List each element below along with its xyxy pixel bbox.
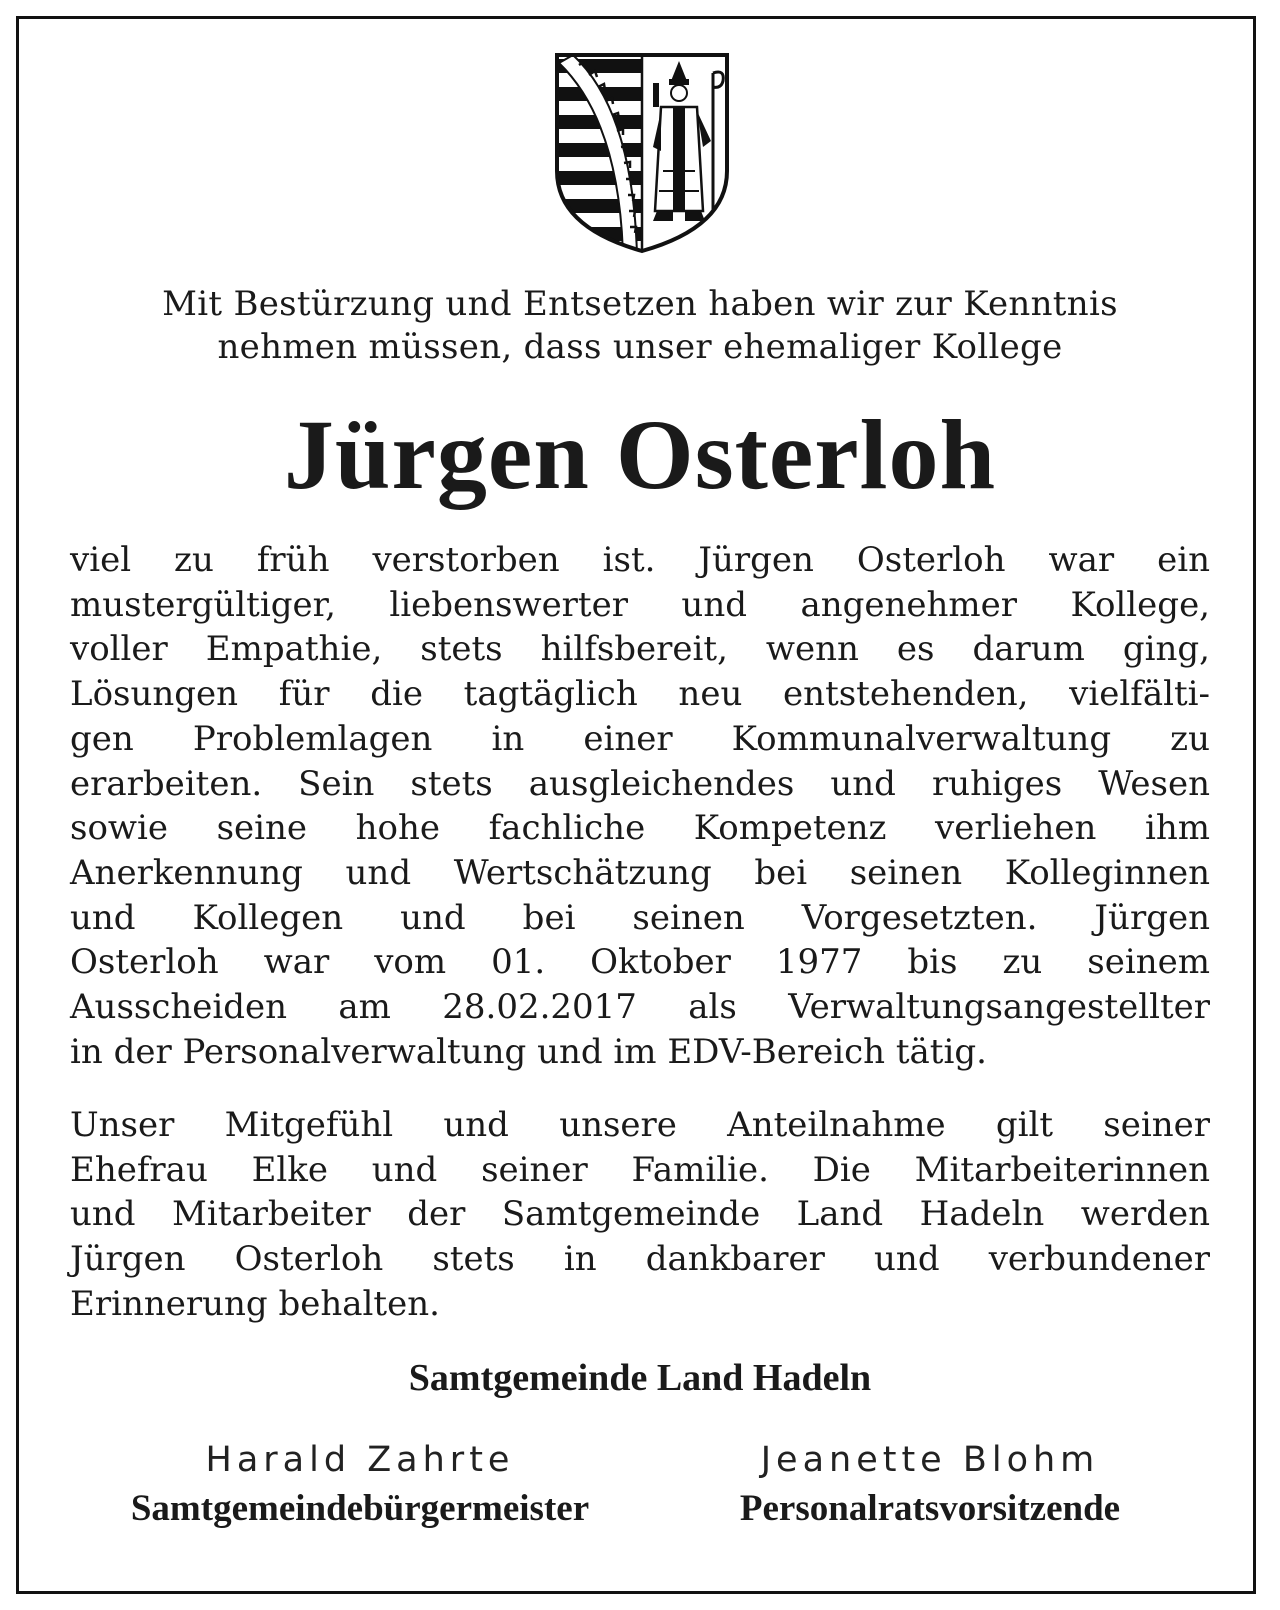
- intro-text: [70, 283, 1210, 369]
- intro-line: nehmen müssen, dass unser ehemaliger Kollege: [217, 327, 1063, 367]
- signer-role: Personalratsvorsitzende: [739, 1488, 1121, 1529]
- tribute-paragraph: [70, 538, 1210, 1074]
- text-line: mustergültiger, liebenswerter und angenehmer Kollege,: [70, 584, 1210, 625]
- organization-name: Samtgemeinde Land Hadeln: [408, 1357, 872, 1399]
- text-line: Ehefrau Elke und seiner Familie. Die Mitarbeiterinnen: [70, 1149, 1210, 1190]
- signer-block: [70, 1437, 650, 1535]
- signer-name: Harald Zahrte: [205, 1440, 515, 1480]
- text-line: in der Personalverwaltung und im EDV-Bereich tätig.: [70, 1031, 987, 1072]
- text-line: Unser Mitgefühl und unsere Anteilnahme gilt seiner: [70, 1105, 1210, 1145]
- signer-name: Jeanette Blohm: [760, 1440, 1100, 1480]
- text-line: und Mitarbeiter der Samtgemeinde Land Hadeln werden: [70, 1194, 1210, 1235]
- text-line: Ausscheiden am 28.02.2017 als Verwaltungsangestellter: [70, 987, 1210, 1028]
- text-line: und Kollegen und bei seinen Vorgesetzten. Jürgen: [70, 897, 1210, 938]
- text-line: erarbeiten. Sein stets ausgleichendes und ruhiges Wesen: [70, 763, 1210, 804]
- intro-line: Mit Bestürzung und Entsetzen haben wir zur Kenntnis: [162, 284, 1118, 324]
- deceased-name: Jürgen Osterloh: [283, 399, 997, 510]
- text-line: Erinnerung behalten.: [70, 1283, 440, 1324]
- text-line: sowie seine hohe fachliche Kompetenz verliehen ihm: [70, 808, 1210, 849]
- signer-block: [680, 1437, 1180, 1535]
- text-line: Anerkennung und Wertschätzung bei seinen Kolleginnen: [70, 852, 1210, 893]
- text-line: gen Problemlagen in einer Kommunalverwaltung zu: [70, 718, 1210, 759]
- text-line: Lösungen für die tagtäglich neu entstehenden, vielfälti-: [70, 674, 1210, 715]
- text-line: voller Empathie, stets hilfsbereit, wenn es darum ging,: [70, 629, 1210, 670]
- text-line: viel zu früh verstorben ist. Jürgen Osterloh war ein: [70, 540, 1210, 580]
- coat-of-arms-icon: [553, 51, 731, 255]
- signer-role: Samtgemeindebürgermeister: [130, 1488, 590, 1529]
- text-line: Jürgen Osterloh stets in dankbarer und verbundener: [70, 1239, 1210, 1280]
- condolence-paragraph: [70, 1103, 1210, 1327]
- text-line: Osterloh war vom 01. Oktober 1977 bis zu seinem: [70, 942, 1210, 983]
